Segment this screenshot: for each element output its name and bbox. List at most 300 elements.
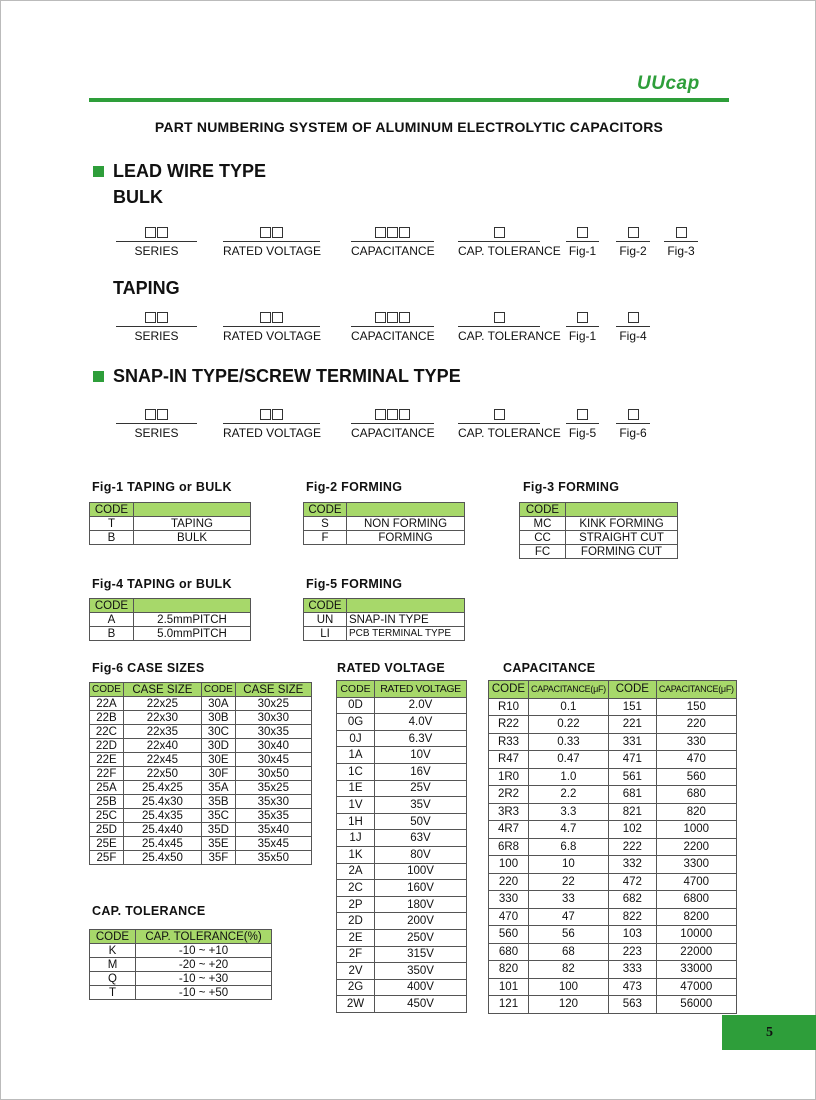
table-cell: 35F xyxy=(201,851,235,865)
table-row xyxy=(489,716,737,734)
table-cell: R47 xyxy=(489,751,529,769)
table-cell: 25D xyxy=(90,823,124,837)
table-cell: 35E xyxy=(201,837,235,851)
table-cell: 25E xyxy=(90,837,124,851)
table-cell: 1R0 xyxy=(489,768,529,786)
table-cell: 25.4x40 xyxy=(123,823,201,837)
table-cell: 682 xyxy=(608,891,656,909)
code-box-group xyxy=(223,310,320,324)
table-cell: 2R2 xyxy=(489,786,529,804)
table-cell: K xyxy=(90,944,136,958)
table-header xyxy=(566,503,678,517)
fig2-body xyxy=(304,517,465,545)
table-cell: 1E xyxy=(337,780,375,797)
code-box xyxy=(628,312,639,323)
table-cell: MC xyxy=(520,517,566,531)
table-cell: 3R3 xyxy=(489,803,529,821)
table-cell: 35D xyxy=(201,823,235,837)
table-row xyxy=(489,856,737,874)
table-row xyxy=(90,739,312,753)
code-box-group xyxy=(458,310,540,324)
table-cell: 33000 xyxy=(656,961,736,979)
table-cell: 25.4x50 xyxy=(123,851,201,865)
table-cell: 82 xyxy=(529,961,609,979)
table-header: CODE xyxy=(337,681,375,698)
table-cell: 0J xyxy=(337,730,375,747)
slot-underline xyxy=(116,423,197,424)
table-row xyxy=(489,821,737,839)
table-cell: 30x25 xyxy=(235,697,311,711)
fig1-title: Fig-1 TAPING or BULK xyxy=(92,480,232,494)
table-cell: 220 xyxy=(489,873,529,891)
table-row xyxy=(337,896,467,913)
fig5-title: Fig-5 FORMING xyxy=(306,577,403,591)
table-row xyxy=(520,517,678,531)
code-box-group xyxy=(616,225,650,239)
fig3-table xyxy=(519,502,678,559)
table-cell: 2E xyxy=(337,929,375,946)
table-cell: 820 xyxy=(489,961,529,979)
fig3-title: Fig-3 FORMING xyxy=(523,480,620,494)
table-header xyxy=(347,599,465,613)
slot-label: Fig-5 xyxy=(568,426,597,440)
slot-label: CAP. TOLERANCE xyxy=(458,329,561,343)
table-row xyxy=(90,613,251,627)
table-cell: F xyxy=(304,531,347,545)
table-cell: 471 xyxy=(608,751,656,769)
table-cell: 4R7 xyxy=(489,821,529,839)
table-cell: 22x25 xyxy=(123,697,201,711)
table-row xyxy=(489,943,737,961)
table-cell: 47000 xyxy=(656,978,736,996)
table-row xyxy=(489,978,737,996)
table-cell: 100 xyxy=(529,978,609,996)
table-cell: 2A xyxy=(337,863,375,880)
table-cell: 0.22 xyxy=(529,716,609,734)
slot-label: Fig-2 xyxy=(619,244,647,258)
table-cell: 250V xyxy=(375,929,467,946)
table-cell: 6.3V xyxy=(375,730,467,747)
part-number-slot-fig2 xyxy=(616,225,650,258)
table-row xyxy=(337,763,467,780)
table-cell: -10 ~ +30 xyxy=(136,972,272,986)
table-header: CODE xyxy=(201,683,235,697)
table-cell: 680 xyxy=(656,786,736,804)
table-cell: 151 xyxy=(608,698,656,716)
table-cell: M xyxy=(90,958,136,972)
part-number-slot-cap-tolerance xyxy=(458,310,561,343)
slot-underline xyxy=(351,423,434,424)
code-box xyxy=(375,312,386,323)
code-box xyxy=(145,312,156,323)
fig2-table xyxy=(303,502,465,545)
fig5-body xyxy=(304,613,465,641)
table-cell: BULK xyxy=(134,531,251,545)
table-cell: 35B xyxy=(201,795,235,809)
table-cell: S xyxy=(304,517,347,531)
table-cell: 30x50 xyxy=(235,767,311,781)
table-row xyxy=(90,697,312,711)
table-cell: 150 xyxy=(656,698,736,716)
table-row xyxy=(337,830,467,847)
table-cell: SNAP-IN TYPE xyxy=(347,613,465,627)
table-row xyxy=(337,797,467,814)
part-number-slot-fig4 xyxy=(616,310,650,343)
table-header: CODE xyxy=(90,930,136,944)
table-cell: 25V xyxy=(375,780,467,797)
table-cell: PCB TERMINAL TYPE xyxy=(347,627,465,641)
table-cell: 0.1 xyxy=(529,698,609,716)
table-cell: 200V xyxy=(375,913,467,930)
table-header: CODE xyxy=(304,503,347,517)
table-cell: 2W xyxy=(337,996,375,1013)
code-box xyxy=(628,409,639,420)
table-cell: 560 xyxy=(489,926,529,944)
table-header: CODE xyxy=(489,681,529,699)
section-title-lead-wire: LEAD WIRE TYPE xyxy=(113,161,267,181)
slot-label: SERIES xyxy=(134,426,179,440)
table-row xyxy=(489,786,737,804)
table-cell: 25.4x45 xyxy=(123,837,201,851)
table-cell: 22x35 xyxy=(123,725,201,739)
table-cell: R33 xyxy=(489,733,529,751)
table-cell: 470 xyxy=(656,751,736,769)
slot-underline xyxy=(116,326,197,327)
table-cell: 25F xyxy=(90,851,124,865)
table-cell: 6.8 xyxy=(529,838,609,856)
code-box-group xyxy=(566,225,599,239)
table-cell: 30x40 xyxy=(235,739,311,753)
fig4-body xyxy=(90,613,251,641)
slot-underline xyxy=(351,326,434,327)
slot-underline xyxy=(616,241,650,242)
table-cell: 103 xyxy=(608,926,656,944)
table-cell: 47 xyxy=(529,908,609,926)
table-cell: 30E xyxy=(201,753,235,767)
code-box xyxy=(375,227,386,238)
part-number-slot-rated-voltage xyxy=(223,310,320,343)
header-rule xyxy=(89,98,729,102)
table-cell: 4.0V xyxy=(375,714,467,731)
slot-label: Fig-1 xyxy=(568,329,597,343)
table-header xyxy=(134,503,251,517)
table-row xyxy=(520,545,678,559)
table-cell: CC xyxy=(520,531,566,545)
code-box xyxy=(494,312,505,323)
table-cell: R22 xyxy=(489,716,529,734)
table-cell: 4700 xyxy=(656,873,736,891)
table-row xyxy=(489,838,737,856)
table-header: CODE xyxy=(520,503,566,517)
code-box xyxy=(260,409,271,420)
table-cell: 121 xyxy=(489,996,529,1014)
table-cell: 35x35 xyxy=(235,809,311,823)
table-cell: 223 xyxy=(608,943,656,961)
code-box xyxy=(577,409,588,420)
table-cell: 472 xyxy=(608,873,656,891)
table-cell: 35x30 xyxy=(235,795,311,809)
slot-underline xyxy=(566,241,599,242)
table-cell: 3300 xyxy=(656,856,736,874)
slot-underline xyxy=(566,326,599,327)
code-box-group xyxy=(566,310,599,324)
table-cell: -10 ~ +50 xyxy=(136,986,272,1000)
part-number-slot-fig1 xyxy=(566,310,599,343)
table-row xyxy=(90,851,312,865)
code-box xyxy=(272,312,283,323)
table-row xyxy=(90,531,251,545)
table-cell: 30x35 xyxy=(235,725,311,739)
table-row xyxy=(337,697,467,714)
table-cell: 25.4x35 xyxy=(123,809,201,823)
part-number-slot-cap-tolerance xyxy=(458,225,561,258)
slot-label: SERIES xyxy=(134,329,179,343)
table-cell: 35A xyxy=(201,781,235,795)
part-number-slot-cap-tolerance xyxy=(458,407,561,440)
table-cell: STRAIGHT CUT xyxy=(566,531,678,545)
table-cell: 1K xyxy=(337,846,375,863)
table-cell: NON FORMING xyxy=(347,517,465,531)
table-row xyxy=(304,613,465,627)
table-row xyxy=(337,929,467,946)
table-cell: 100 xyxy=(489,856,529,874)
code-box-group xyxy=(616,407,650,421)
slot-label: CAPACITANCE xyxy=(351,244,435,258)
table-cell: 315V xyxy=(375,946,467,963)
code-box-group xyxy=(664,225,698,239)
table-cell: 2P xyxy=(337,896,375,913)
table-cell: B xyxy=(90,627,134,641)
code-box xyxy=(399,409,410,420)
table-cell: 222 xyxy=(608,838,656,856)
code-box xyxy=(157,312,168,323)
table-cell: 221 xyxy=(608,716,656,734)
table-cell: 22x50 xyxy=(123,767,201,781)
part-number-slot-series xyxy=(116,310,197,343)
table-cell: 8200 xyxy=(656,908,736,926)
fig5-table xyxy=(303,598,465,641)
slot-underline xyxy=(664,241,698,242)
fig2-title: Fig-2 FORMING xyxy=(306,480,403,494)
table-cell: FORMING CUT xyxy=(566,545,678,559)
code-box xyxy=(272,409,283,420)
table-cell: 10 xyxy=(529,856,609,874)
table-cell: FC xyxy=(520,545,566,559)
table-cell: 22x40 xyxy=(123,739,201,753)
table-cell: 22x30 xyxy=(123,711,201,725)
fig1-body xyxy=(90,517,251,545)
table-cell: TAPING xyxy=(134,517,251,531)
fig4-table xyxy=(89,598,251,641)
table-cell: 30A xyxy=(201,697,235,711)
table-cell: 6800 xyxy=(656,891,736,909)
table-cell: 331 xyxy=(608,733,656,751)
table-cell: 30F xyxy=(201,767,235,781)
table-row xyxy=(90,958,272,972)
table-cell: 561 xyxy=(608,768,656,786)
table-cell: 30C xyxy=(201,725,235,739)
table-row xyxy=(90,795,312,809)
table-cell: 0.33 xyxy=(529,733,609,751)
code-box xyxy=(577,312,588,323)
page-number: 5 xyxy=(722,1015,816,1050)
code-box-group xyxy=(351,310,434,324)
table-cell: 0D xyxy=(337,697,375,714)
table-row xyxy=(337,946,467,963)
table-cell: 1V xyxy=(337,797,375,814)
table-cell: 30D xyxy=(201,739,235,753)
table-cell: 5.0mmPITCH xyxy=(134,627,251,641)
slot-underline xyxy=(223,326,320,327)
table-row xyxy=(520,531,678,545)
voltage-title: RATED VOLTAGE xyxy=(337,661,446,675)
code-box xyxy=(272,227,283,238)
table-cell: 2F xyxy=(337,946,375,963)
slot-underline xyxy=(616,423,650,424)
code-box xyxy=(676,227,687,238)
code-box-group xyxy=(616,310,650,324)
table-cell: 0.47 xyxy=(529,751,609,769)
part-number-slot-capacitance xyxy=(351,407,434,440)
voltage-table xyxy=(336,680,467,1013)
table-header xyxy=(347,503,465,517)
table-cell: 10000 xyxy=(656,926,736,944)
table-cell: 25C xyxy=(90,809,124,823)
table-cell: KINK FORMING xyxy=(566,517,678,531)
table-header: CAPACITANCE(μF) xyxy=(656,681,736,699)
code-box-group xyxy=(116,407,197,421)
table-row xyxy=(90,986,272,1000)
part-number-slot-fig5 xyxy=(566,407,599,440)
table-row xyxy=(90,627,251,641)
code-box xyxy=(157,227,168,238)
table-cell: 22 xyxy=(529,873,609,891)
table-row xyxy=(489,908,737,926)
code-box-group xyxy=(116,225,197,239)
table-cell: 473 xyxy=(608,978,656,996)
table-cell: 30B xyxy=(201,711,235,725)
brand-logo: UUcap xyxy=(637,73,700,94)
table-row xyxy=(337,863,467,880)
table-cell: 22F xyxy=(90,767,124,781)
part-number-slot-capacitance xyxy=(351,310,434,343)
slot-underline xyxy=(116,241,197,242)
table-cell: 56 xyxy=(529,926,609,944)
table-cell: 22000 xyxy=(656,943,736,961)
code-box xyxy=(375,409,386,420)
code-box-group xyxy=(223,407,320,421)
tolerance-title: CAP. TOLERANCE xyxy=(92,904,206,918)
table-cell: 35V xyxy=(375,797,467,814)
table-cell: 25.4x30 xyxy=(123,795,201,809)
table-cell: 1J xyxy=(337,830,375,847)
table-cell: 56000 xyxy=(656,996,736,1014)
table-cell: 180V xyxy=(375,896,467,913)
table-row xyxy=(489,926,737,944)
part-number-slot-series xyxy=(116,407,197,440)
part-number-slot-rated-voltage xyxy=(223,225,320,258)
table-header xyxy=(134,599,251,613)
table-cell: 25.4x25 xyxy=(123,781,201,795)
table-cell: LI xyxy=(304,627,347,641)
table-row xyxy=(489,768,737,786)
table-cell: UN xyxy=(304,613,347,627)
code-box xyxy=(145,227,156,238)
table-row xyxy=(337,913,467,930)
table-header: CODE xyxy=(304,599,347,613)
table-cell: -20 ~ +20 xyxy=(136,958,272,972)
table-cell: 35x40 xyxy=(235,823,311,837)
table-header: CODE xyxy=(90,683,124,697)
table-cell: T xyxy=(90,517,134,531)
table-cell: 63V xyxy=(375,830,467,847)
code-box-group xyxy=(458,225,540,239)
table-header: RATED VOLTAGE xyxy=(375,681,467,698)
code-box-group xyxy=(116,310,197,324)
table-row xyxy=(90,517,251,531)
table-row xyxy=(337,780,467,797)
table-cell: 470 xyxy=(489,908,529,926)
subsection-title-bulk: BULK xyxy=(113,187,163,207)
table-cell: 1000 xyxy=(656,821,736,839)
code-box-group xyxy=(458,407,540,421)
code-box xyxy=(387,312,398,323)
slot-label: SERIES xyxy=(134,244,179,258)
table-cell: -10 ~ +10 xyxy=(136,944,272,958)
table-cell: 101 xyxy=(489,978,529,996)
fig6-title: Fig-6 CASE SIZES xyxy=(92,661,205,675)
table-cell: 1H xyxy=(337,813,375,830)
slot-label: RATED VOLTAGE xyxy=(223,329,322,343)
table-cell: 22x45 xyxy=(123,753,201,767)
table-cell: 2.5mmPITCH xyxy=(134,613,251,627)
table-header: CAPACITANCE(μF) xyxy=(529,681,609,699)
table-cell: 330 xyxy=(656,733,736,751)
table-cell: 821 xyxy=(608,803,656,821)
table-cell: A xyxy=(90,613,134,627)
table-row xyxy=(90,809,312,823)
table-row xyxy=(90,837,312,851)
part-number-slot-series xyxy=(116,225,197,258)
table-cell: 2C xyxy=(337,880,375,897)
table-cell: 450V xyxy=(375,996,467,1013)
table-cell: 102 xyxy=(608,821,656,839)
table-cell: 1.0 xyxy=(529,768,609,786)
fig6-body xyxy=(90,697,312,865)
table-cell: 820 xyxy=(656,803,736,821)
code-box-group xyxy=(351,407,434,421)
table-row xyxy=(489,803,737,821)
table-cell: R10 xyxy=(489,698,529,716)
table-row xyxy=(90,753,312,767)
tolerance-table xyxy=(89,929,272,1000)
slot-underline xyxy=(458,326,540,327)
table-cell: 6R8 xyxy=(489,838,529,856)
part-number-slot-fig1 xyxy=(566,225,599,258)
table-cell: 50V xyxy=(375,813,467,830)
table-cell: 1C xyxy=(337,763,375,780)
table-row xyxy=(337,747,467,764)
slot-label: CAP. TOLERANCE xyxy=(458,426,561,440)
table-cell: 30x45 xyxy=(235,753,311,767)
code-box xyxy=(494,409,505,420)
slot-underline xyxy=(223,423,320,424)
voltage-body xyxy=(337,697,467,1012)
table-cell: 4.7 xyxy=(529,821,609,839)
table-header: CAP. TOLERANCE(%) xyxy=(136,930,272,944)
table-row xyxy=(489,961,737,979)
table-row xyxy=(337,846,467,863)
